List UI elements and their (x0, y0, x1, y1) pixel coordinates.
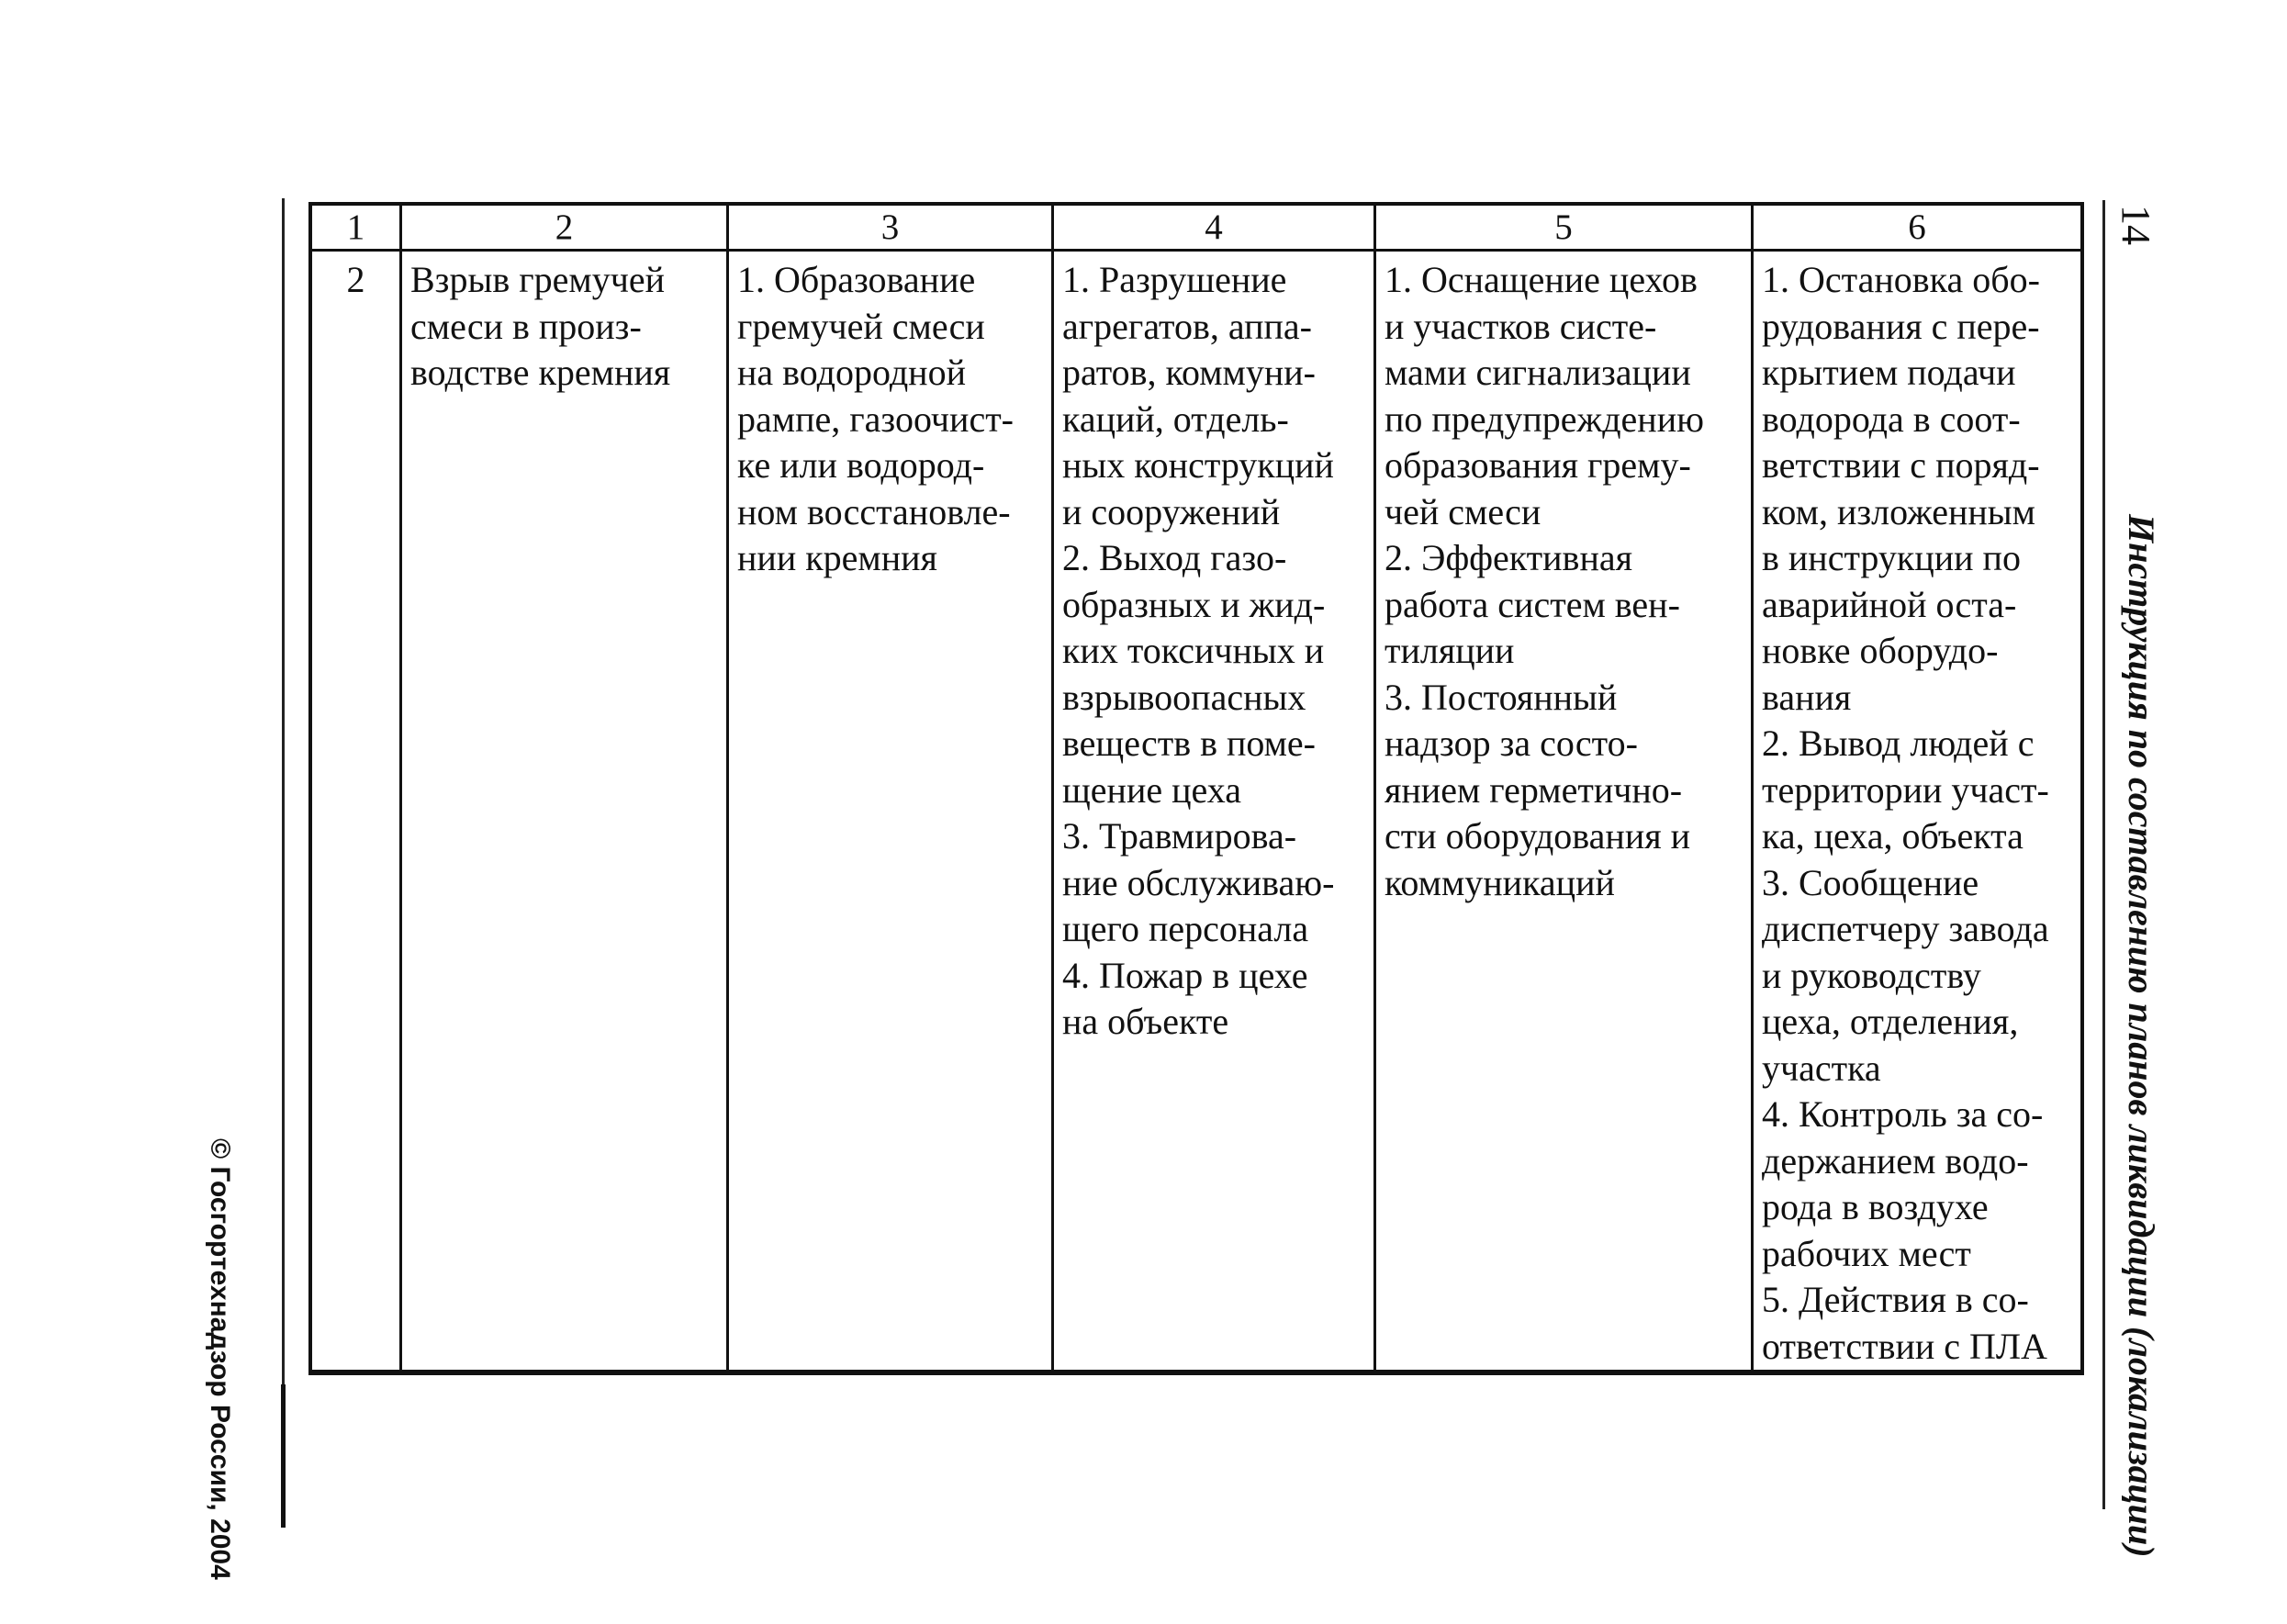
table-header-row (312, 206, 2080, 252)
left-margin-rule (282, 198, 285, 1528)
column-header-4: 4 (1054, 206, 1376, 249)
column-header-5: 5 (1376, 206, 1754, 249)
left-margin-rule-thick (281, 1384, 286, 1528)
consequences-cell: 1. Разрушение агрегатов, аппа- ратов, коммуни- каций, отдель- ных конструкций и сооружений 2. Выход газо- образных и жид- ких токсичных и взрывоопасных веществ в поме- щение цеха 3. Травмирова- ние обслуживаю- щего персонала 4. Пожар в цехе на объекте (1054, 252, 1376, 1370)
hazard-table (308, 202, 2084, 1375)
column-header-3: 3 (729, 206, 1054, 249)
accident-type-cell: Взрыв гремучей смеси в произ- водстве кремния (402, 252, 729, 1370)
column-header-1: 1 (312, 206, 402, 249)
running-title: Инструкция по составлению планов ликвидации (локализации) (2121, 514, 2162, 1558)
page-number: 14 (2113, 205, 2158, 245)
cause-cell: 1. Образование гремучей смеси на водородной рампе, газоочист- ке или водород- ном восстановле- нии кремния (729, 252, 1054, 1370)
row-number-cell: 2 (312, 252, 402, 1370)
copyright-notice: © Госгортехнадзор России, 2004 (205, 1138, 235, 1580)
prevention-measures-cell: 1. Оснащение цехов и участков систе- мами сигнализации по предупреждению образования грему- чей смеси 2. Эффективная работа систем вен- тиляции 3. Постоянный надзор за состо- янием герметично- сти оборудования и коммуникаций (1376, 252, 1754, 1370)
right-margin-rule (2102, 200, 2105, 1509)
column-header-6: 6 (1908, 207, 1926, 247)
response-actions-cell: 1. Остановка обо- рудования с пере- крытием подачи водорода в соот- ветствии с поряд- ком, изложенным в инструкции по аварийной оста- новке оборудо- вания 2. Вывод людей с территории участ- ка, цеха, объекта 3. Сообщение диспетчеру завода и руководству цеха, отделения, участка 4. Контроль за со- держанием водо- рода в воздухе рабочих мест 5. Действия в со- ответствии с ПЛА (1762, 259, 2049, 1367)
table-row (312, 252, 2080, 1370)
column-header-2: 2 (402, 206, 729, 249)
